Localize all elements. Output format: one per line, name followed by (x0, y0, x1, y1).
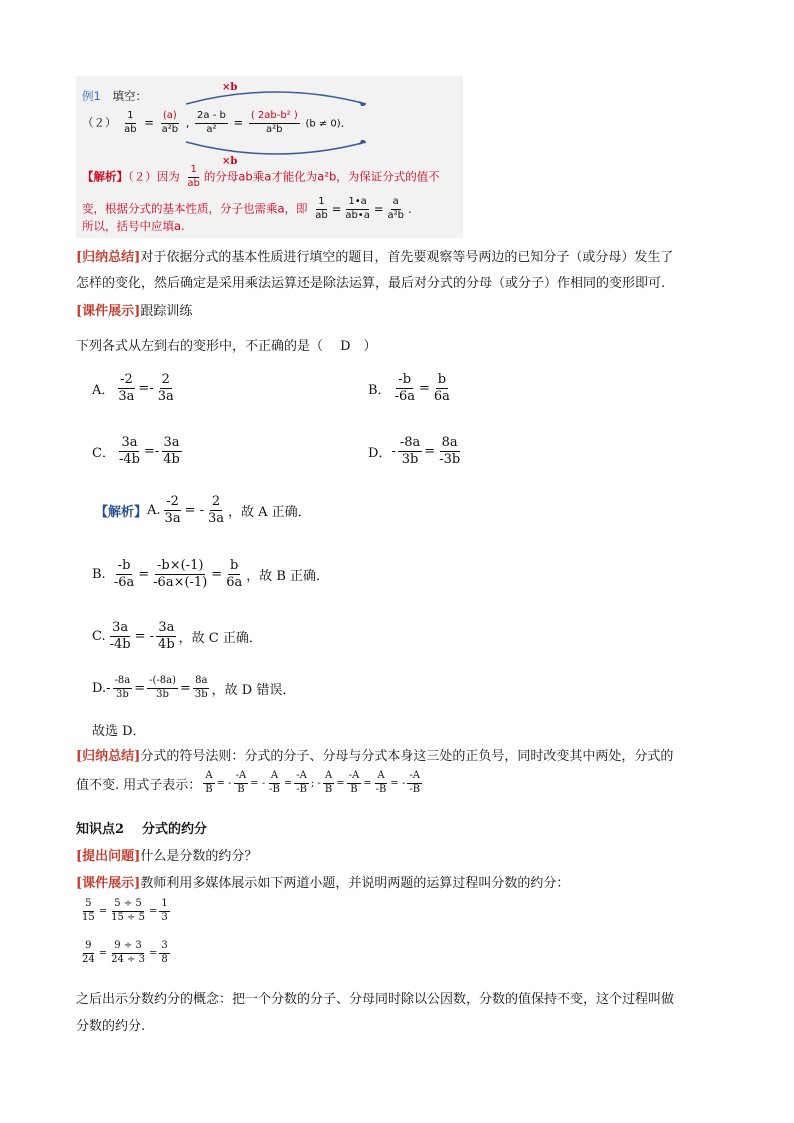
multiply-arrow-top (176, 80, 376, 106)
example-equation: （２） $\frac{1}{ab}$ = $\frac{(a)}{\text{a²b}}$ , $\frac{2a - b}{\text{a²}}$ = $\frac{\text{( 2ab-b² )}}{\text{a²b}}$ (b ≠ 0)． (82, 110, 353, 135)
solution-d: D. - $\frac{-8a}{3b}$ = $\frac{-(-8a)}{3b}$ = $\frac{8a}{3b}$ ，故 D 错误． (92, 675, 296, 700)
option-a: A． $\frac{-2}{3a}$ =- $\frac{2}{3a}$ (92, 372, 174, 405)
example-analysis-1: 【解析】（２）因为 $\frac{1}{ab}$ 的分母ab乘a才能化为a²b，为保证分式的值不 (82, 164, 440, 189)
solution-b: B. $\frac{-b}{-6a}$ = $\frac{-b\times(-1)}{-6a\times(-1)}$ = $\frac{b}{6a}$ ，故 B 正确． (92, 558, 330, 591)
q1-rhs: $\frac{(a)}{\text{a²b}}$ (161, 110, 179, 135)
fraction-example-1: $\frac{5}{15}$ = $\frac{5 \div 5}{15 \div 5}$ = $\frac{1}{3}$ (82, 898, 168, 923)
option-b: B． $\frac{-b}{-6a}$ = $\frac{b}{6a}$ (368, 372, 450, 405)
solution-a: 【解析】 A. $\frac{-2}{3a}$ = - $\frac{2}{3a}$ ，故 A 正确． (95, 494, 311, 527)
option-d: D． - $\frac{-8a}{3b}$ = $\frac{8a}{-3b}$ (368, 435, 461, 468)
summary1-line1: [归纳总结]对于依据分式的基本性质进行填空的题目，首先要观察等号两边的已知分子（或分母）发生了 (76, 250, 674, 265)
display2: [课件展示]教师利用多媒体展示如下两道小题，并说明两题的运算过程叫分数的约分： (76, 876, 570, 891)
solution-choose: 故选 D． (92, 724, 146, 739)
example-box (76, 76, 463, 238)
q1-lhs: $\frac{1}{ab}$ (124, 110, 137, 135)
summary2-line2: 值不变. 用式子表示： $\frac{A}{B}$ = - $\frac{-A}{B}$ = - $\frac{A}{-B}$ = $\frac{-A}{-B}$ ; - $\frac{A}{B}$ = $\frac{-A}{B}$ = $\frac{A}{-B}$ = - $\frac{-A}{-B}$ (76, 770, 421, 795)
display1: [课件展示]跟踪训练 (76, 304, 193, 319)
example-heading: 例1 填空： (82, 89, 147, 103)
option-c: C． $\frac{3a}{-4b}$ =- $\frac{3a}{4b}$ (92, 435, 180, 468)
example-analysis-3: 所以，括号中应填a. (82, 219, 185, 233)
example-analysis-2: 变，根据分式的基本性质，分子也需乘a，即 $\frac{1}{ab}$ = $\frac{1•a}{ab•a}$ = $\frac{a}{\text{a²b}}$ . (82, 196, 412, 221)
solution-c: C. $\frac{3a}{-4b}$ = - $\frac{3a}{4b}$ ，故 C 正确． (92, 620, 262, 653)
concept-line2: 分数的约分. (76, 1019, 146, 1034)
question-text: 下列各式从左到右的变形中，不正确的是（ D ） (76, 339, 377, 354)
question2: [提出问题]什么是分数的约分？ (76, 849, 258, 864)
concept-line1: 之后出示分数约分的概念：把一个分数的分子、分母同时除以公因数，分数的值保持不变，这个过程叫做 (76, 992, 675, 1007)
q2-rhs: $\frac{\text{( 2ab-b² )}}{\text{a²b}}$ (250, 110, 298, 135)
knowledge-heading: 知识点2 分式的约分 (76, 822, 208, 837)
multiply-arrow-bottom (176, 140, 376, 164)
arrow-bottom-label: ×b (222, 156, 238, 167)
summary1-line2: 怎样的变化，然后确定是采用乘法运算还是除法运算，最后对分式的分母（或分子）作相同的变形即可. (76, 276, 666, 291)
q2-lhs: $\frac{2a - b}{\text{a²}}$ (197, 110, 226, 135)
summary2-line1: [归纳总结]分式的符号法则：分式的分子、分母与分式本身这三处的正负号，同时改变其中两处，分式的 (76, 749, 674, 764)
fraction-example-2: $\frac{9}{24}$ = $\frac{9 \div 3}{24 \div 3}$ = $\frac{3}{8}$ (82, 940, 168, 965)
arrow-top-label: ×b (222, 82, 238, 93)
